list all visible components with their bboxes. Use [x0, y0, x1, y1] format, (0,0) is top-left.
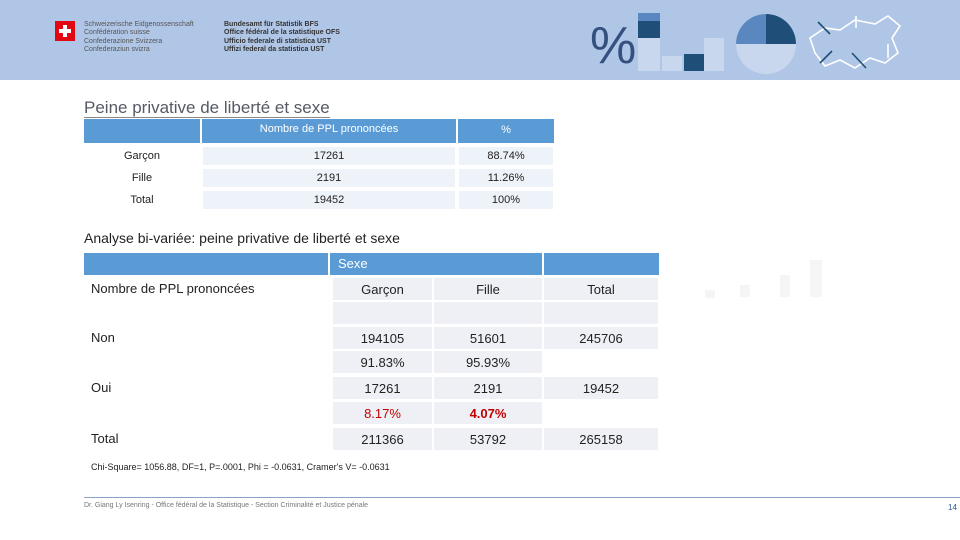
table2-pct-cell: 95.93% — [433, 350, 543, 374]
table2-header-blank — [544, 253, 659, 275]
stats-line: Chi-Square= 1056.88, DF=1, P=.0001, Phi = -0.0631, Cramer's V= -0.0631 — [91, 462, 390, 472]
table2-cell: 2191 — [433, 376, 543, 400]
table2-row-label: Non — [91, 330, 115, 345]
org-line: Schweizerische Eidgenossenschaft — [84, 21, 194, 28]
table1-row-pct: 88.74% — [487, 150, 525, 162]
table2-col-header: Fille — [433, 277, 543, 301]
table2-header-blank — [84, 253, 330, 275]
table1-title-text: Peine privative de liberté et sexe — [84, 98, 330, 117]
org-name-left — [84, 21, 194, 55]
table2-row-header: Nombre de PPL prononcées — [91, 281, 255, 296]
table2-col-header: Garçon — [332, 277, 433, 301]
bar-chart-icon — [638, 13, 724, 71]
swiss-flag-icon — [55, 21, 75, 41]
table2-row-label: Oui — [91, 380, 112, 395]
table1-row-count: 17261 — [313, 150, 345, 162]
org-line: Confederazione Svizzera — [84, 37, 163, 45]
table1-row-count: 19452 — [313, 194, 345, 206]
faded-background-graphic — [700, 255, 850, 305]
org-line: Confederaziun svizra — [84, 46, 150, 54]
table1-row-count: 2191 — [316, 172, 342, 184]
table2-cell: 245706 — [543, 326, 659, 350]
table2-cell: 265158 — [543, 427, 659, 451]
table2-header-sexe: Sexe — [330, 253, 544, 275]
table2-cell: 51601 — [433, 326, 543, 350]
table1-row-label: Garçon — [123, 150, 161, 162]
table2-pct-cell-highlight: 4.07% — [433, 401, 543, 425]
table2-cell: 19452 — [543, 376, 659, 400]
table2-row-label: Total — [91, 431, 119, 446]
table2-cell: 53792 — [433, 427, 543, 451]
percent-symbol: % — [590, 17, 637, 75]
table2-cell-bg — [543, 301, 659, 325]
org-line: Office fédéral de la statistique OFS — [224, 29, 340, 37]
table2-cell: 211366 — [332, 427, 433, 451]
table2-cell-bg — [433, 301, 543, 325]
org-line: Bundesamt für Statistik BFS — [224, 21, 319, 28]
table1-header-blank — [84, 119, 200, 143]
swiss-map-icon — [810, 16, 900, 68]
table1-title — [84, 98, 330, 118]
pie-chart-icon — [736, 14, 796, 74]
org-line: Ufficio federale di statistica UST — [224, 37, 331, 45]
table2-cell: 17261 — [332, 376, 433, 400]
table1-header-pct: % — [458, 119, 554, 143]
table1-row-pct: 11.26% — [487, 172, 525, 184]
org-line: Uffizi federal da statistica UST — [224, 46, 325, 54]
footer-text: Dr. Giang Ly Isenring - Office fédéral de la Statistique - Section Criminalité et Justice pénale — [84, 502, 369, 509]
table1-row-pct: 100% — [491, 194, 521, 206]
table2-title: Analyse bi-variée: peine privative de liberté et sexe — [84, 230, 400, 246]
footer-divider — [84, 497, 960, 498]
table1-header-count: Nombre de PPL prononcées — [202, 119, 456, 143]
table1-row-label: Total — [130, 194, 154, 206]
org-name-right — [224, 21, 340, 55]
table2-col-header: Total — [543, 277, 659, 301]
header-banner — [0, 0, 960, 80]
table2-pct-cell-highlight: 8.17% — [332, 401, 433, 425]
table2-cell-bg — [332, 301, 433, 325]
page-number: 14 — [948, 503, 957, 512]
header-decoration — [630, 8, 960, 78]
table2-cell: 194105 — [332, 326, 433, 350]
table1-row-label: Fille — [131, 172, 153, 184]
table2-pct-cell: 91.83% — [332, 350, 433, 374]
org-line: Confédération suisse — [84, 29, 150, 37]
